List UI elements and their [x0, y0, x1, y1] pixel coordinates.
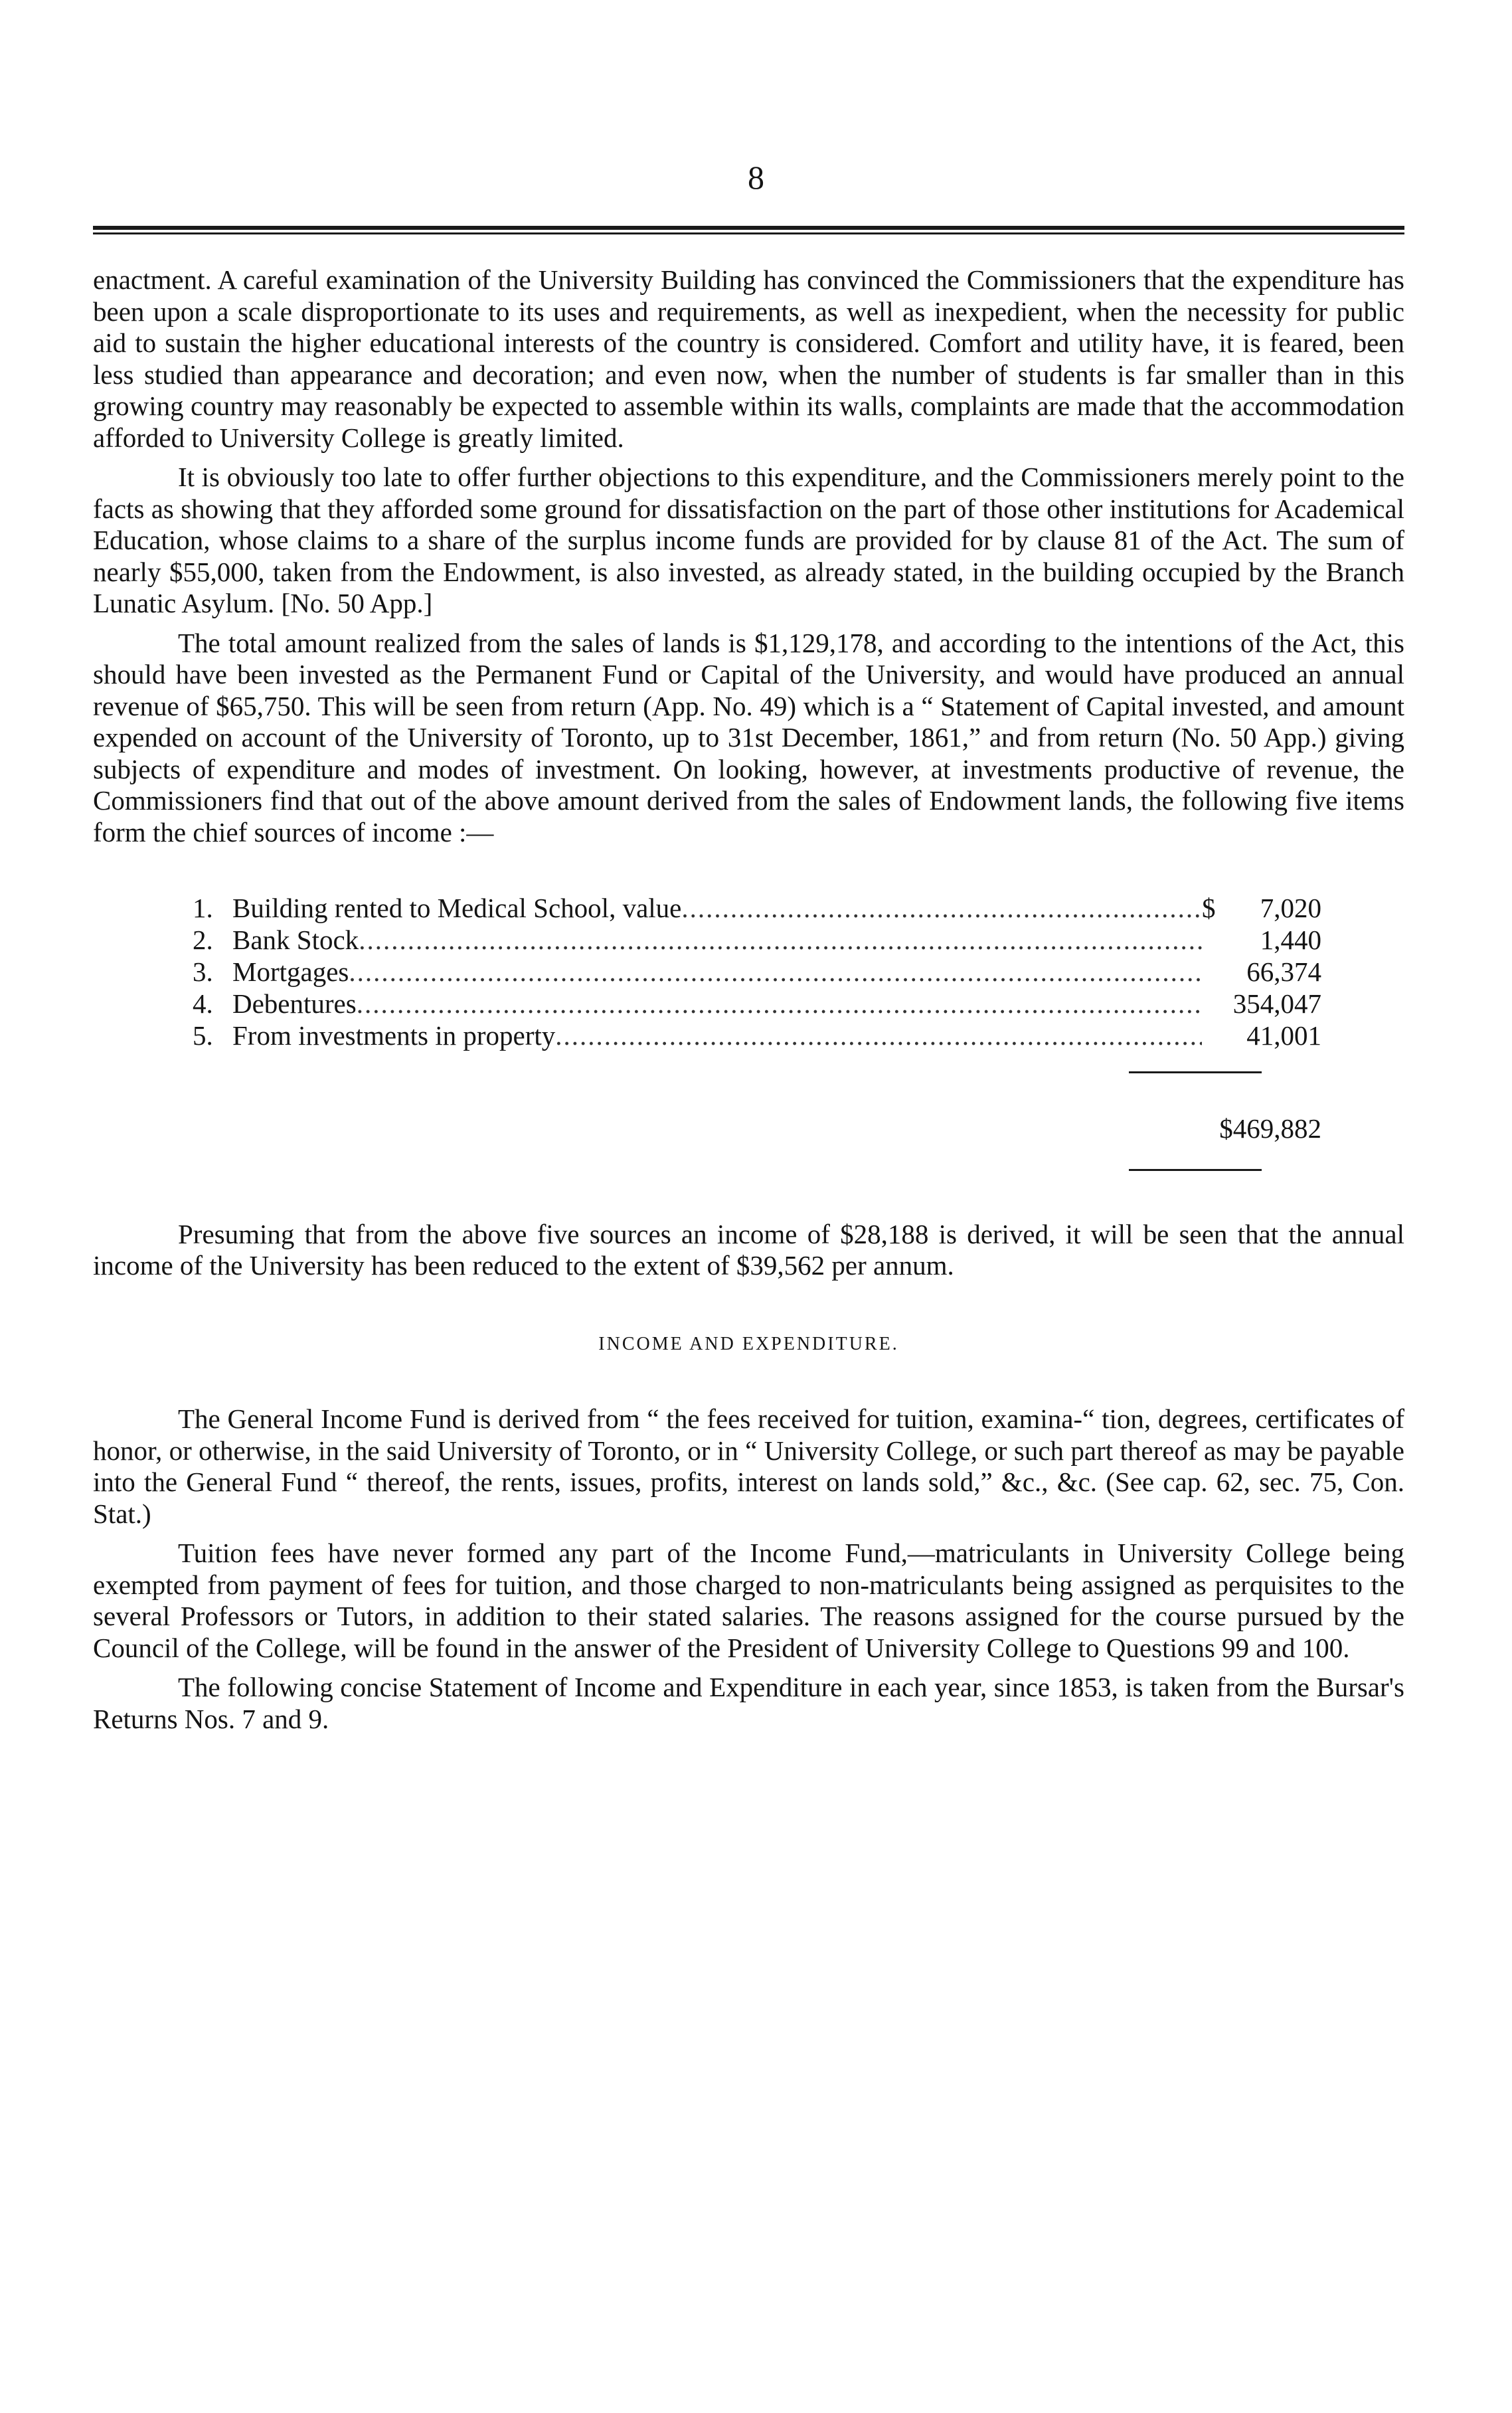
income-item-amount: 41,001 — [1246, 1020, 1321, 1051]
income-item-currency: $ — [1202, 893, 1216, 923]
income-item-label: Bank Stock — [232, 925, 359, 955]
page-number: 8 — [748, 159, 764, 196]
income-item-amount: 1,440 — [1260, 925, 1321, 955]
paragraph-enactment: enactment. A careful examination of the University Building has convinced the Commissioners that the expenditure has been upon a scale disproportionate to its uses and requirements, as well as inexpedient, when the necessity for public aid to sustain the higher educational interests of the country is considered. Comfort and utility have, it is feared, been less studied than appearance and decoration; and even now, when the number of students is far smaller than in this growing country may reasonably be expected to assemble within its walls, complaints are made that the accommodation afforded to University College is greatly limited. — [93, 264, 1404, 453]
income-item-number: 5. — [193, 1020, 213, 1051]
paragraph-tuition-fees: Tuition fees have never formed any part of the Income Fund,—matriculants in University College being exempted from payment of fees for tuition, and those charged to non-matriculants being assigned as perquisites to the several Professors or Tutors, in addition to their stated salaries. The reasons assigned for the course pursued by the Council of the College, will be found in the answer of the President of University College to Questions 99 and 100. — [93, 1538, 1404, 1663]
header-rule-thin — [93, 232, 1404, 234]
paragraph-presuming: Presuming that from the above five sources an income of $28,188 is derived, it will be seen that the annual income of the University has been reduced to the extent of $39,562 per annum. — [93, 1218, 1404, 1281]
income-item-number: 3. — [193, 956, 213, 987]
income-item — [193, 1020, 1321, 1051]
income-item-amount: 66,374 — [1246, 956, 1321, 987]
sum-rule — [1129, 1071, 1262, 1073]
income-total: $469,882 — [1219, 1113, 1321, 1144]
paragraph-following-statement: The following concise Statement of Income and Expenditure in each year, since 1853, is taken from the Bursar's Returns Nos. 7 and 9. — [93, 1672, 1404, 1734]
income-item-number: 4. — [193, 988, 213, 1019]
income-item-label: Debentures — [232, 988, 357, 1019]
paragraph-general-income-fund: The General Income Fund is derived from “ the fees received for tuition, examina-“ tion, degrees, certificates of honor, or otherwise, in the said University of Toronto, or in “ University College, or such part thereof as may be payable into the General Fund “ thereof, the rents, issues, profits, interest on lands sold,” &c., &c. (See cap. 62, sec. 75, Con. Stat.) — [93, 1403, 1404, 1529]
paragraph-objections: It is obviously too late to offer further objections to this expenditure, and the Commissioners merely point to the facts as showing that they afforded some ground for dissatisfaction on the part of those other institutions for Academical Education, whose claims to a share of the surplus income funds are provided for by clause 81 of the Act. The sum of nearly $55,000, taken from the Endowment, is also invested, as already stated, in the building occupied by the Branch Lunatic Asylum. [No. 50 App.] — [93, 462, 1404, 618]
income-item-number: 2. — [193, 925, 213, 955]
dot-leader — [357, 988, 1202, 1020]
income-item — [193, 988, 1321, 1020]
page-body — [93, 264, 1404, 1735]
dot-leader — [681, 892, 1202, 924]
income-item-number: 1. — [193, 893, 213, 923]
section-heading: INCOME AND EXPENDITURE. — [598, 1333, 899, 1354]
dot-leader — [555, 1020, 1202, 1051]
income-item — [193, 924, 1321, 956]
income-item-label: From investments in property — [232, 1020, 556, 1051]
income-item-amount: 7,020 — [1260, 893, 1321, 923]
income-item — [193, 956, 1321, 988]
header-double-rule — [93, 226, 1404, 235]
income-item — [193, 892, 1321, 924]
total-underline — [1129, 1169, 1262, 1171]
dot-leader — [359, 924, 1202, 956]
income-item-amount: 354,047 — [1232, 988, 1321, 1019]
income-item-label: Building rented to Medical School, value — [232, 893, 682, 923]
paragraph-total-amount: The total amount realized from the sales of lands is $1,129,178, and according to the intentions of the Act, this should have been invested as the Permanent Fund or Capital of the University, and would have produced an annual revenue of $65,750. This will be seen from return (App. No. 49) which is a “ Statement of Capital invested, and amount expended on account of the University of Toronto, up to 31st December, 1861,” and from return (No. 50 App.) giving subjects of expenditure and modes of investment. On looking, however, at investments productive of revenue, the Commissioners find that out of the above amount derived from the sales of Endowment lands, the following five items form the chief sources of income :— — [93, 627, 1404, 848]
income-sources-list — [193, 892, 1321, 1051]
dot-leader — [349, 956, 1202, 988]
income-item-label: Mortgages — [232, 956, 349, 987]
header-rule-thick — [93, 226, 1404, 230]
